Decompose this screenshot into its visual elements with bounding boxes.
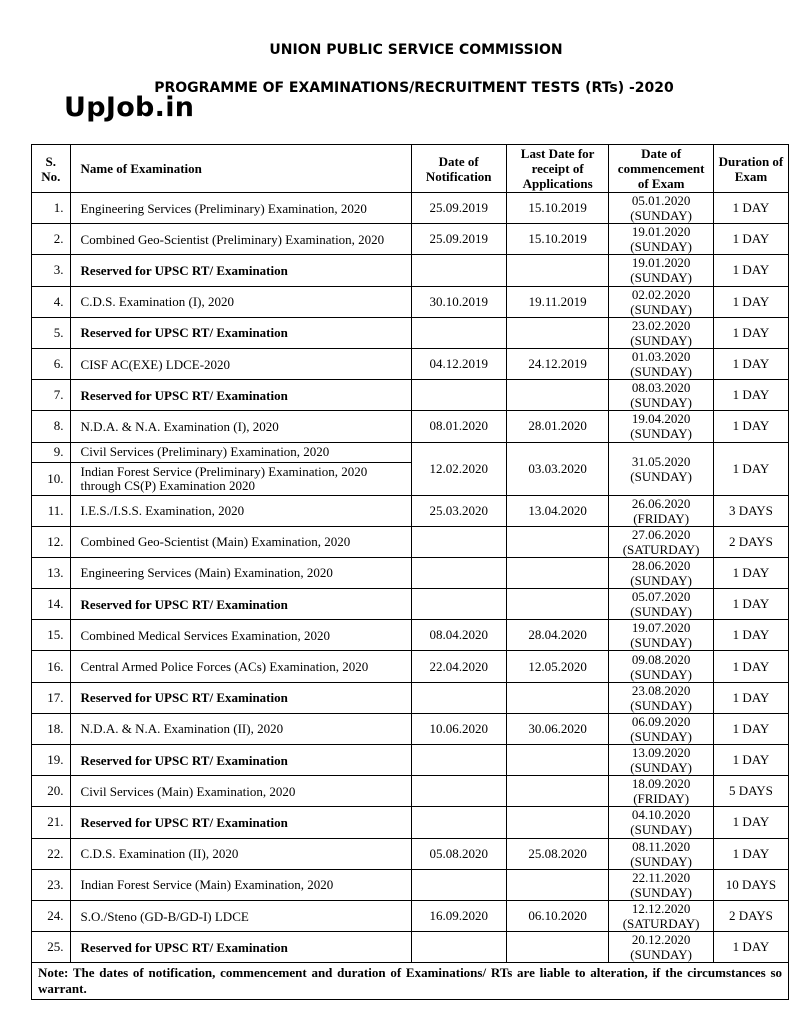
sno-cell: 17. [32, 682, 71, 713]
duration-cell: 1 DAY [713, 651, 788, 682]
last-date-cell [506, 932, 608, 963]
table-row [32, 193, 789, 224]
duration-cell: 1 DAY [713, 745, 788, 776]
sno-cell: 14. [32, 589, 71, 620]
exam-name-cell: Civil Services (Main) Examination, 2020 [70, 776, 411, 807]
last-date-cell [506, 807, 608, 838]
table-row [32, 900, 789, 931]
sno-cell: 11. [32, 495, 71, 526]
commencement-cell [609, 807, 714, 838]
last-date-cell: 19.11.2019 [506, 286, 608, 317]
exam-name-cell: N.D.A. & N.A. Examination (II), 2020 [70, 713, 411, 744]
exam-name-cell: I.E.S./I.S.S. Examination, 2020 [70, 495, 411, 526]
sno-cell: 1. [32, 193, 71, 224]
table-row [32, 932, 789, 963]
table-body [32, 193, 789, 963]
commencement-cell [609, 776, 714, 807]
commencement-date: 04.10.2020 [631, 807, 691, 823]
exam-name-cell: N.D.A. & N.A. Examination (I), 2020 [70, 411, 411, 442]
last-date-cell: 28.04.2020 [506, 620, 608, 651]
duration-cell: 1 DAY [713, 286, 788, 317]
col-header-notification: Date of Notification [411, 145, 506, 193]
table-row [32, 224, 789, 255]
notification-date-cell [411, 776, 506, 807]
sno-cell: 16. [32, 651, 71, 682]
commencement-cell [609, 348, 714, 379]
duration-cell: 1 DAY [713, 380, 788, 411]
commencement-date: 12.12.2020 [631, 901, 691, 917]
duration-cell: 1 DAY [713, 193, 788, 224]
commencement-date: 13.09.2020 [631, 745, 691, 761]
commencement-day: (SUNDAY) [630, 947, 692, 963]
commencement-day: (SUNDAY) [630, 728, 692, 744]
exam-name-cell: Combined Geo-Scientist (Main) Examination, 2020 [70, 526, 411, 557]
duration-cell: 5 DAYS [713, 776, 788, 807]
col-header-last-date: Last Date for receipt of Applications [506, 145, 608, 193]
exam-name-cell: Combined Medical Services Examination, 2020 [70, 620, 411, 651]
exam-schedule-table [31, 144, 789, 1000]
exam-name-cell: Engineering Services (Preliminary) Examination, 2020 [70, 193, 411, 224]
commencement-date: 02.02.2020 [631, 286, 691, 302]
duration-cell: 1 DAY [713, 838, 788, 869]
table-row [32, 745, 789, 776]
commencement-cell [609, 713, 714, 744]
commencement-day: (SUNDAY) [630, 301, 692, 317]
commencement-day: (SUNDAY) [630, 697, 692, 713]
commencement-date: 22.11.2020 [632, 869, 691, 885]
duration-cell: 1 DAY [713, 620, 788, 651]
duration-cell: 1 DAY [713, 255, 788, 286]
table-row [32, 286, 789, 317]
notification-date-cell [411, 589, 506, 620]
sno-cell: 25. [32, 932, 71, 963]
table-row [32, 869, 789, 900]
commencement-date: 19.01.2020 [631, 255, 691, 271]
sno-cell: 15. [32, 620, 71, 651]
sno-cell: 19. [32, 745, 71, 776]
last-date-cell: 24.12.2019 [506, 348, 608, 379]
commencement-cell [609, 495, 714, 526]
commencement-cell [609, 255, 714, 286]
exam-name-cell: Civil Services (Preliminary) Examination, 2020 [70, 442, 411, 462]
table-row [32, 317, 789, 348]
commencement-day: (SUNDAY) [630, 572, 692, 588]
commencement-date: 19.07.2020 [631, 620, 691, 636]
sno-cell: 13. [32, 557, 71, 588]
commencement-day: (FRIDAY) [633, 791, 690, 807]
commencement-cell [609, 286, 714, 317]
commencement-date: 18.09.2020 [631, 776, 691, 792]
duration-cell: 2 DAYS [713, 526, 788, 557]
notification-date-cell [411, 526, 506, 557]
table-row [32, 526, 789, 557]
last-date-cell [506, 682, 608, 713]
commencement-date: 08.03.2020 [631, 380, 691, 396]
commencement-date: 06.09.2020 [631, 713, 691, 729]
sno-cell: 20. [32, 776, 71, 807]
notification-date-cell: 16.09.2020 [411, 900, 506, 931]
sno-cell: 10. [32, 462, 71, 495]
commencement-day: (SUNDAY) [630, 364, 692, 380]
duration-cell: 10 DAYS [713, 869, 788, 900]
commencement-date: 19.04.2020 [631, 411, 691, 427]
last-date-cell [506, 317, 608, 348]
col-header-commencement: Date of commencement of Exam [609, 145, 714, 193]
sno-cell: 23. [32, 869, 71, 900]
commencement-cell [609, 557, 714, 588]
table-header-row [32, 145, 789, 193]
commencement-day: (SUNDAY) [630, 635, 692, 651]
exam-name-cell: Reserved for UPSC RT/ Examination [70, 932, 411, 963]
duration-cell: 1 DAY [713, 807, 788, 838]
table-row [32, 348, 789, 379]
commencement-day: (SUNDAY) [630, 666, 692, 682]
table-row [32, 589, 789, 620]
commencement-date: 05.07.2020 [631, 589, 691, 605]
sno-cell: 6. [32, 348, 71, 379]
table-row [32, 651, 789, 682]
duration-cell: 1 DAY [713, 589, 788, 620]
commencement-cell [609, 193, 714, 224]
commencement-cell [609, 745, 714, 776]
last-date-cell: 15.10.2019 [506, 193, 608, 224]
last-date-cell: 03.03.2020 [506, 442, 608, 495]
commencement-date: 19.01.2020 [631, 224, 691, 240]
notification-date-cell: 25.09.2019 [411, 193, 506, 224]
commencement-date: 31.05.2020 [631, 453, 691, 469]
commencement-date: 27.06.2020 [631, 526, 691, 542]
sno-cell: 18. [32, 713, 71, 744]
last-date-cell [506, 776, 608, 807]
notification-date-cell [411, 869, 506, 900]
commencement-date: 01.03.2020 [631, 349, 691, 365]
exam-name-cell: Reserved for UPSC RT/ Examination [70, 745, 411, 776]
exam-name-cell: Central Armed Police Forces (ACs) Examination, 2020 [70, 651, 411, 682]
duration-cell: 1 DAY [713, 932, 788, 963]
col-header-name: Name of Examination [70, 145, 411, 193]
commencement-cell [609, 869, 714, 900]
notification-date-cell [411, 255, 506, 286]
commencement-date: 26.06.2020 [631, 495, 691, 511]
commencement-cell [609, 620, 714, 651]
last-date-cell: 15.10.2019 [506, 224, 608, 255]
commencement-day: (SUNDAY) [630, 884, 692, 900]
notification-date-cell [411, 317, 506, 348]
notification-date-cell: 12.02.2020 [411, 442, 506, 495]
sno-cell: 7. [32, 380, 71, 411]
last-date-cell [506, 589, 608, 620]
duration-cell: 1 DAY [713, 224, 788, 255]
table-row [32, 442, 789, 462]
commencement-date: 20.12.2020 [631, 932, 691, 948]
commencement-cell [609, 411, 714, 442]
commencement-date: 23.08.2020 [631, 682, 691, 698]
commencement-day: (SUNDAY) [630, 760, 692, 776]
commencement-cell [609, 317, 714, 348]
col-header-sno: S. No. [32, 145, 71, 193]
notification-date-cell: 08.01.2020 [411, 411, 506, 442]
duration-cell: 1 DAY [713, 317, 788, 348]
col-header-duration: Duration of Exam [713, 145, 788, 193]
commencement-day: (SATURDAY) [622, 916, 700, 932]
note-text: The dates of notification, commencement and duration of Examinations/ RTs are liable to alteration, if the circumstances so warrant. [38, 965, 783, 997]
exam-name-cell: Reserved for UPSC RT/ Examination [70, 589, 411, 620]
exam-name-cell: Indian Forest Service (Preliminary) Examination, 2020 through CS(P) Examination 2020 [70, 462, 411, 495]
notification-date-cell [411, 682, 506, 713]
commencement-cell [609, 589, 714, 620]
commencement-day: (SUNDAY) [630, 426, 692, 442]
notification-date-cell [411, 807, 506, 838]
sno-cell: 22. [32, 838, 71, 869]
table-row [32, 682, 789, 713]
sno-cell: 5. [32, 317, 71, 348]
commencement-cell [609, 682, 714, 713]
last-date-cell: 12.05.2020 [506, 651, 608, 682]
last-date-cell: 25.08.2020 [506, 838, 608, 869]
commencement-day: (SUNDAY) [630, 332, 692, 348]
commencement-day: (SUNDAY) [630, 208, 692, 224]
duration-cell: 1 DAY [713, 411, 788, 442]
commencement-date: 05.01.2020 [631, 193, 691, 209]
duration-cell: 1 DAY [713, 557, 788, 588]
notification-date-cell [411, 745, 506, 776]
commencement-cell [609, 838, 714, 869]
table-row [32, 411, 789, 442]
commencement-cell [609, 526, 714, 557]
sno-cell: 12. [32, 526, 71, 557]
commencement-date: 23.02.2020 [631, 317, 691, 333]
commencement-day: (SUNDAY) [630, 468, 692, 484]
table-row [32, 620, 789, 651]
duration-cell: 1 DAY [713, 682, 788, 713]
notification-date-cell: 04.12.2019 [411, 348, 506, 379]
commencement-cell [609, 442, 714, 495]
notification-date-cell: 25.09.2019 [411, 224, 506, 255]
exam-name-cell: CISF AC(EXE) LDCE-2020 [70, 348, 411, 379]
commencement-date: 28.06.2020 [631, 557, 691, 573]
table-row [32, 380, 789, 411]
table-row [32, 557, 789, 588]
last-date-cell: 06.10.2020 [506, 900, 608, 931]
commencement-day: (SUNDAY) [630, 604, 692, 620]
commencement-date: 09.08.2020 [631, 651, 691, 667]
duration-cell: 1 DAY [713, 713, 788, 744]
exam-name-cell: Reserved for UPSC RT/ Examination [70, 317, 411, 348]
last-date-cell [506, 380, 608, 411]
commencement-day: (SATURDAY) [622, 541, 700, 557]
table-row [32, 807, 789, 838]
sno-cell: 24. [32, 900, 71, 931]
note-row [32, 963, 789, 1000]
sno-cell: 3. [32, 255, 71, 286]
sno-cell: 4. [32, 286, 71, 317]
commencement-day: (SUNDAY) [630, 239, 692, 255]
table-row [32, 713, 789, 744]
table-row [32, 776, 789, 807]
notification-date-cell [411, 557, 506, 588]
last-date-cell [506, 526, 608, 557]
commencement-cell [609, 900, 714, 931]
notification-date-cell: 22.04.2020 [411, 651, 506, 682]
commencement-cell [609, 651, 714, 682]
duration-cell: 1 DAY [713, 348, 788, 379]
notification-date-cell: 08.04.2020 [411, 620, 506, 651]
notification-date-cell: 30.10.2019 [411, 286, 506, 317]
sno-cell: 21. [32, 807, 71, 838]
notification-date-cell: 25.03.2020 [411, 495, 506, 526]
sno-cell: 9. [32, 442, 71, 462]
exam-name-cell: Reserved for UPSC RT/ Examination [70, 682, 411, 713]
commencement-cell [609, 224, 714, 255]
exam-name-cell: Reserved for UPSC RT/ Examination [70, 807, 411, 838]
watermark-logo: UpJob.in [64, 92, 195, 123]
exam-name-cell: Combined Geo-Scientist (Preliminary) Examination, 2020 [70, 224, 411, 255]
notification-date-cell: 05.08.2020 [411, 838, 506, 869]
duration-cell: 3 DAYS [713, 495, 788, 526]
last-date-cell: 28.01.2020 [506, 411, 608, 442]
commencement-cell [609, 932, 714, 963]
last-date-cell [506, 869, 608, 900]
sno-cell: 2. [32, 224, 71, 255]
notification-date-cell: 10.06.2020 [411, 713, 506, 744]
commencement-cell [609, 380, 714, 411]
note-label: Note: [38, 965, 69, 981]
programme-title: PROGRAMME OF EXAMINATIONS/RECRUITMENT TESTS (RTs) -2020 [154, 80, 674, 96]
commencement-day: (SUNDAY) [630, 853, 692, 869]
table-row [32, 255, 789, 286]
notification-date-cell [411, 380, 506, 411]
exam-name-cell: C.D.S. Examination (I), 2020 [70, 286, 411, 317]
last-date-cell [506, 255, 608, 286]
exam-name-cell: Reserved for UPSC RT/ Examination [70, 255, 411, 286]
org-title: UNION PUBLIC SERVICE COMMISSION [269, 42, 563, 58]
exam-name-cell: Reserved for UPSC RT/ Examination [70, 380, 411, 411]
last-date-cell [506, 745, 608, 776]
commencement-day: (SUNDAY) [630, 395, 692, 411]
commencement-day: (SUNDAY) [630, 270, 692, 286]
table-row [32, 495, 789, 526]
notification-date-cell [411, 932, 506, 963]
last-date-cell: 13.04.2020 [506, 495, 608, 526]
commencement-day: (FRIDAY) [633, 510, 690, 526]
sno-cell: 8. [32, 411, 71, 442]
last-date-cell: 30.06.2020 [506, 713, 608, 744]
last-date-cell [506, 557, 608, 588]
duration-cell: 1 DAY [713, 442, 788, 495]
table-row [32, 838, 789, 869]
exam-name-cell: C.D.S. Examination (II), 2020 [70, 838, 411, 869]
commencement-date: 08.11.2020 [632, 838, 691, 854]
exam-name-cell: S.O./Steno (GD-B/GD-I) LDCE [70, 900, 411, 931]
commencement-day: (SUNDAY) [630, 822, 692, 838]
exam-name-cell: Indian Forest Service (Main) Examination, 2020 [70, 869, 411, 900]
exam-name-cell: Engineering Services (Main) Examination, 2020 [70, 557, 411, 588]
duration-cell: 2 DAYS [713, 900, 788, 931]
note-cell [32, 963, 789, 1000]
